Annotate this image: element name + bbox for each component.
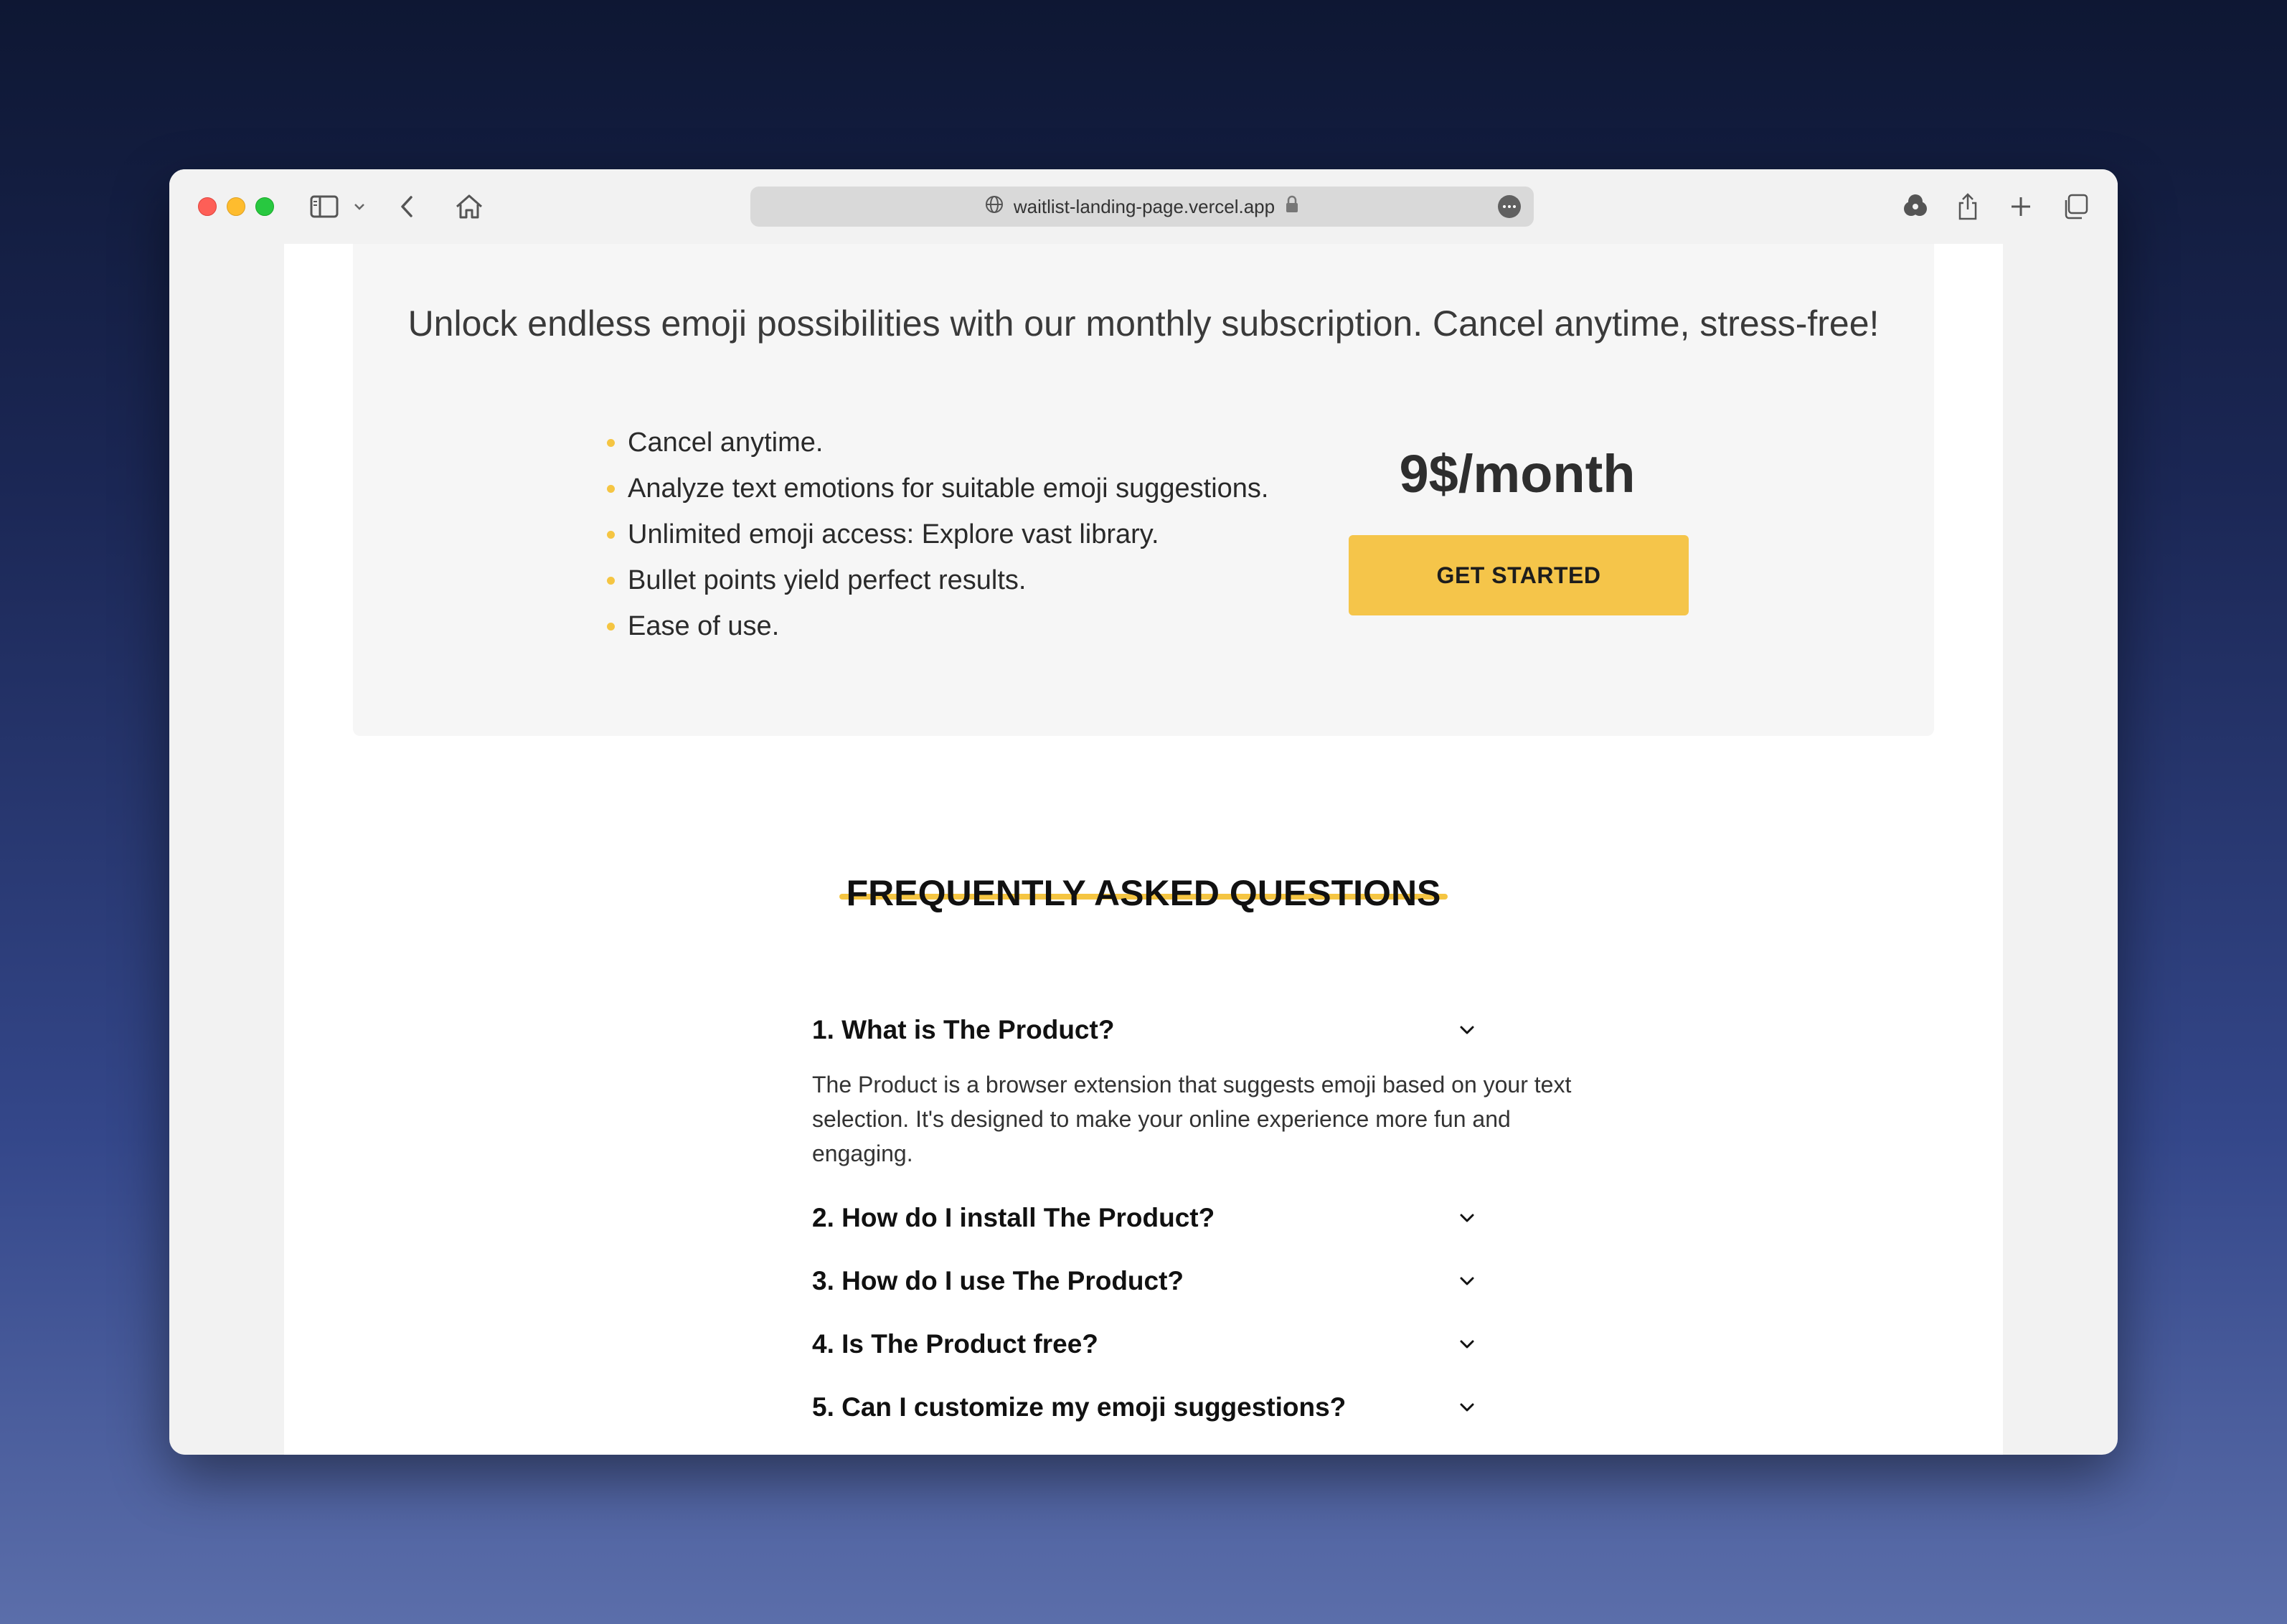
minimize-window-button[interactable]: [227, 197, 245, 216]
list-item: [607, 420, 1268, 466]
list-item: [607, 557, 1268, 603]
faq-answer: The Product is a browser extension that suggests emoji based on your text selection. It's designed to make your online experience more fun and engaging.: [812, 1072, 1572, 1166]
faq-item: [812, 1186, 1486, 1250]
back-arrow-icon[interactable]: [399, 194, 415, 219]
feature-text: Unlimited emoji access: Explore vast library.: [628, 519, 1159, 549]
chevron-down-icon[interactable]: [353, 202, 366, 211]
chevron-down-icon[interactable]: [1458, 1401, 1476, 1414]
sidebar-toggle-icon[interactable]: [310, 195, 339, 218]
faq-question: 5. Can I customize my emoji suggestions?: [812, 1392, 1347, 1422]
faq-item: [812, 1376, 1486, 1439]
bullet-icon: [607, 577, 615, 585]
browser-window: [169, 169, 2118, 1455]
faq-question-toggle[interactable]: [812, 1250, 1476, 1313]
price-label: 9$/month: [1399, 444, 1636, 504]
share-icon[interactable]: [1957, 192, 1979, 221]
pricing-tagline: Unlock endless emoji possibilities with our monthly subscription. Cancel anytime, stress-free!: [407, 303, 1880, 344]
address-bar[interactable]: [750, 187, 1534, 227]
lock-icon: [1285, 195, 1299, 219]
faq-question-toggle[interactable]: [812, 1007, 1476, 1053]
list-item: [607, 466, 1268, 511]
faq-question-toggle[interactable]: [812, 1376, 1476, 1439]
feature-text: Ease of use.: [628, 611, 780, 641]
faq-question: 4. Is The Product free?: [812, 1329, 1098, 1359]
faq-question-toggle[interactable]: [812, 1186, 1476, 1250]
pricing-card: [353, 244, 1934, 736]
feature-text: Cancel anytime.: [628, 428, 824, 458]
faq-question: 3. How do I use The Product?: [812, 1266, 1184, 1295]
list-item: [607, 603, 1268, 649]
bullet-icon: [607, 439, 615, 447]
zoom-window-button[interactable]: [255, 197, 274, 216]
browser-toolbar: [169, 169, 2118, 244]
faq-question: 1. What is The Product?: [812, 1015, 1115, 1044]
faq-item: [812, 1313, 1486, 1376]
feature-text: Bullet points yield perfect results.: [628, 565, 1027, 595]
feature-text: Analyze text emotions for suitable emoji suggestions.: [628, 473, 1269, 504]
chevron-down-icon[interactable]: [1458, 1024, 1476, 1037]
chevron-down-icon[interactable]: [1458, 1338, 1476, 1351]
bullet-icon: [607, 623, 615, 631]
faq-item: [812, 1250, 1486, 1313]
page-menu-icon[interactable]: [1498, 195, 1521, 218]
faq-title: FREQUENTLY ASKED QUESTIONS: [839, 872, 1448, 914]
url-text: waitlist-landing-page.vercel.app: [1013, 195, 1275, 217]
list-item: [607, 511, 1268, 557]
tab-overview-icon[interactable]: [2062, 193, 2089, 220]
faq-question: 2. How do I install The Product?: [812, 1203, 1215, 1232]
page-content: [284, 244, 2003, 1455]
chevron-down-icon[interactable]: [1458, 1275, 1476, 1288]
faq-question-toggle[interactable]: [812, 1313, 1476, 1376]
globe-icon: [985, 195, 1004, 219]
faq-heading-wrap: [284, 872, 2003, 914]
faq-list: [812, 1007, 1572, 1439]
extensions-icon[interactable]: [1901, 194, 1930, 219]
bullet-icon: [607, 485, 615, 493]
feature-list: [607, 420, 1268, 649]
home-icon[interactable]: [455, 194, 484, 219]
get-started-button[interactable]: GET STARTED: [1349, 535, 1689, 615]
close-window-button[interactable]: [198, 197, 217, 216]
bullet-icon: [607, 531, 615, 539]
new-tab-icon[interactable]: [2010, 196, 2032, 217]
chevron-down-icon[interactable]: [1458, 1212, 1476, 1224]
faq-item: [812, 1007, 1572, 1171]
